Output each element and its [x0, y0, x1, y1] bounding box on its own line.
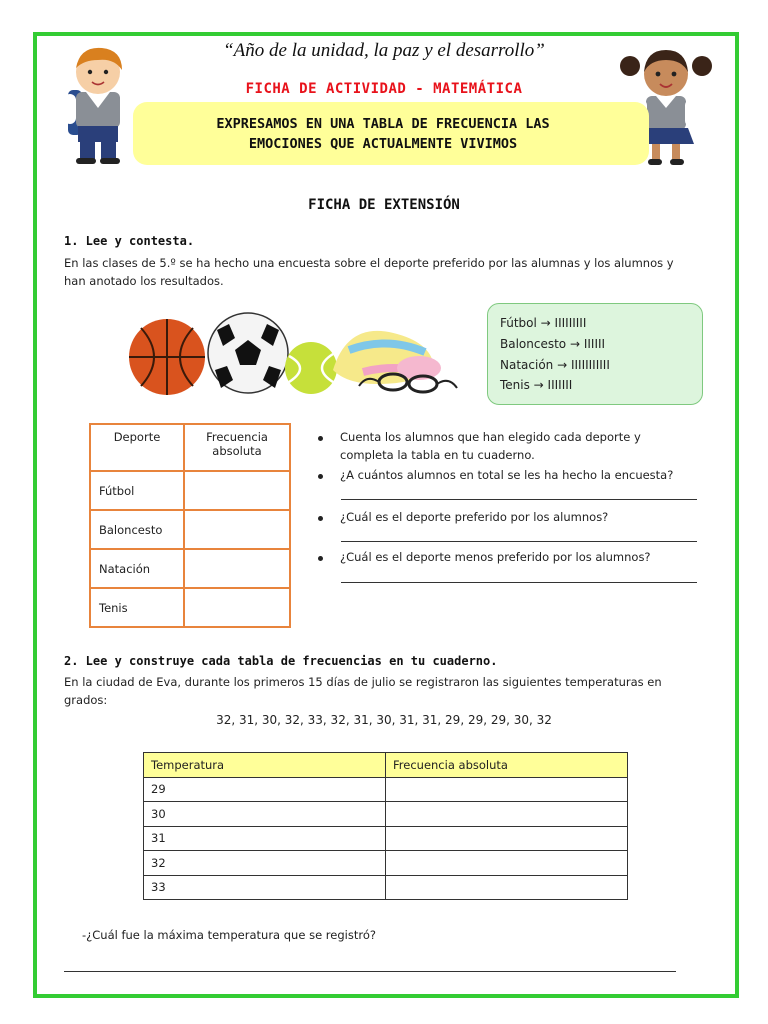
answer-line-1[interactable]: [341, 499, 697, 500]
table-cell-temperature: 32: [144, 851, 386, 876]
banner-title-line2: EMOCIONES QUE ACTUALMENTE VIVIMOS: [248, 136, 518, 152]
table-header-deporte: Deporte: [90, 424, 184, 471]
table-header-temperatura: Temperatura: [144, 753, 386, 778]
table-cell-frequency-blank[interactable]: [386, 875, 628, 900]
table-row: [144, 851, 628, 876]
question-1-text-line1: En las clases de 5.º se ha hecho una encuesta sobre el deporte preferido por las alumnas y los alumnos y: [64, 256, 674, 270]
question-1-heading: 1. Lee y contesta.: [64, 234, 195, 248]
table-cell-sport: Fútbol: [90, 471, 184, 510]
table-header-frecuencia: [184, 424, 290, 471]
activity-subtitle: FICHA DE ACTIVIDAD - MATEMÁTICA: [245, 81, 523, 97]
table-cell-frequency-blank[interactable]: [386, 826, 628, 851]
banner-title: [133, 114, 633, 154]
section-title: FICHA DE EXTENSIÓN: [308, 197, 460, 213]
banner-title-line1: EXPRESAMOS EN UNA TABLA DE FRECUENCIA LAS: [216, 116, 550, 132]
bullet-1-line2: completa la tabla en tu cuaderno.: [340, 448, 535, 462]
max-temperature-question: -¿Cuál fue la máxima temperatura que se registró?: [82, 928, 376, 942]
header-frecuencia-line1: Frecuencia: [206, 430, 268, 444]
sports-frequency-table: [89, 423, 291, 628]
table-cell-temperature: 30: [144, 802, 386, 827]
question-2-text: [64, 673, 662, 709]
table-header-frecuencia-absoluta: Frecuencia absoluta: [386, 753, 628, 778]
tally-baloncesto: Baloncesto → IIIIII: [500, 337, 606, 351]
bullet-icon: [318, 474, 323, 479]
question-2-heading: 2. Lee y construye cada tabla de frecuencias en tu cuaderno.: [64, 654, 498, 668]
answer-line-2[interactable]: [341, 541, 697, 542]
table-row: [90, 471, 290, 510]
bullet-3: ¿Cuál es el deporte preferido por los alumnos?: [340, 510, 609, 524]
answer-line-3[interactable]: [341, 582, 697, 583]
table-row: [144, 875, 628, 900]
table-row: [144, 802, 628, 827]
temperature-frequency-table: [143, 752, 628, 900]
table-cell-frequency-blank[interactable]: [184, 471, 290, 510]
table-cell-sport: Tenis: [90, 588, 184, 627]
table-header-row: [144, 753, 628, 778]
question-2-text-line1: En la ciudad de Eva, durante los primeros 15 días de julio se registraron las siguientes temperaturas en: [64, 675, 662, 689]
table-cell-frequency-blank[interactable]: [386, 777, 628, 802]
sports-balls-illustration: [127, 310, 467, 400]
table-cell-temperature: 33: [144, 875, 386, 900]
table-header-row: [90, 424, 290, 471]
table-cell-frequency-blank[interactable]: [184, 549, 290, 588]
question-1-text-line2: han anotado los resultados.: [64, 274, 224, 288]
bullet-1-line1: Cuenta los alumnos que han elegido cada deporte y: [340, 430, 641, 444]
bullet-icon: [318, 436, 323, 441]
table-cell-frequency-blank[interactable]: [386, 851, 628, 876]
table-cell-temperature: 29: [144, 777, 386, 802]
question-2-text-line2: grados:: [64, 693, 108, 707]
header-frecuencia-line2: absoluta: [212, 444, 262, 458]
bullet-1: [340, 428, 641, 464]
tally-natacion: Natación → IIIIIIIIIII: [500, 358, 610, 372]
table-cell-sport: Natación: [90, 549, 184, 588]
answer-line-4[interactable]: [64, 971, 676, 972]
bullet-icon: [318, 556, 323, 561]
bullet-icon: [318, 516, 323, 521]
table-cell-sport: Baloncesto: [90, 510, 184, 549]
table-row: [144, 826, 628, 851]
table-cell-frequency-blank[interactable]: [184, 510, 290, 549]
tally-tenis: Tenis → IIIIIII: [500, 378, 573, 392]
table-row: [90, 549, 290, 588]
tally-futbol: Fútbol → IIIIIIIII: [500, 316, 587, 330]
table-cell-temperature: 31: [144, 826, 386, 851]
motto: “Año de la unidad, la paz y el desarrollo”: [223, 40, 545, 61]
table-cell-frequency-blank[interactable]: [184, 588, 290, 627]
temperature-data: 32, 31, 30, 32, 33, 32, 31, 30, 31, 31, 29, 29, 29, 30, 32: [216, 713, 552, 727]
table-row: [144, 777, 628, 802]
bullet-4: ¿Cuál es el deporte menos preferido por los alumnos?: [340, 550, 651, 564]
table-row: [90, 510, 290, 549]
table-cell-frequency-blank[interactable]: [386, 802, 628, 827]
question-1-text: [64, 254, 674, 290]
table-row: [90, 588, 290, 627]
bullet-2: ¿A cuántos alumnos en total se les ha hecho la encuesta?: [340, 468, 674, 482]
